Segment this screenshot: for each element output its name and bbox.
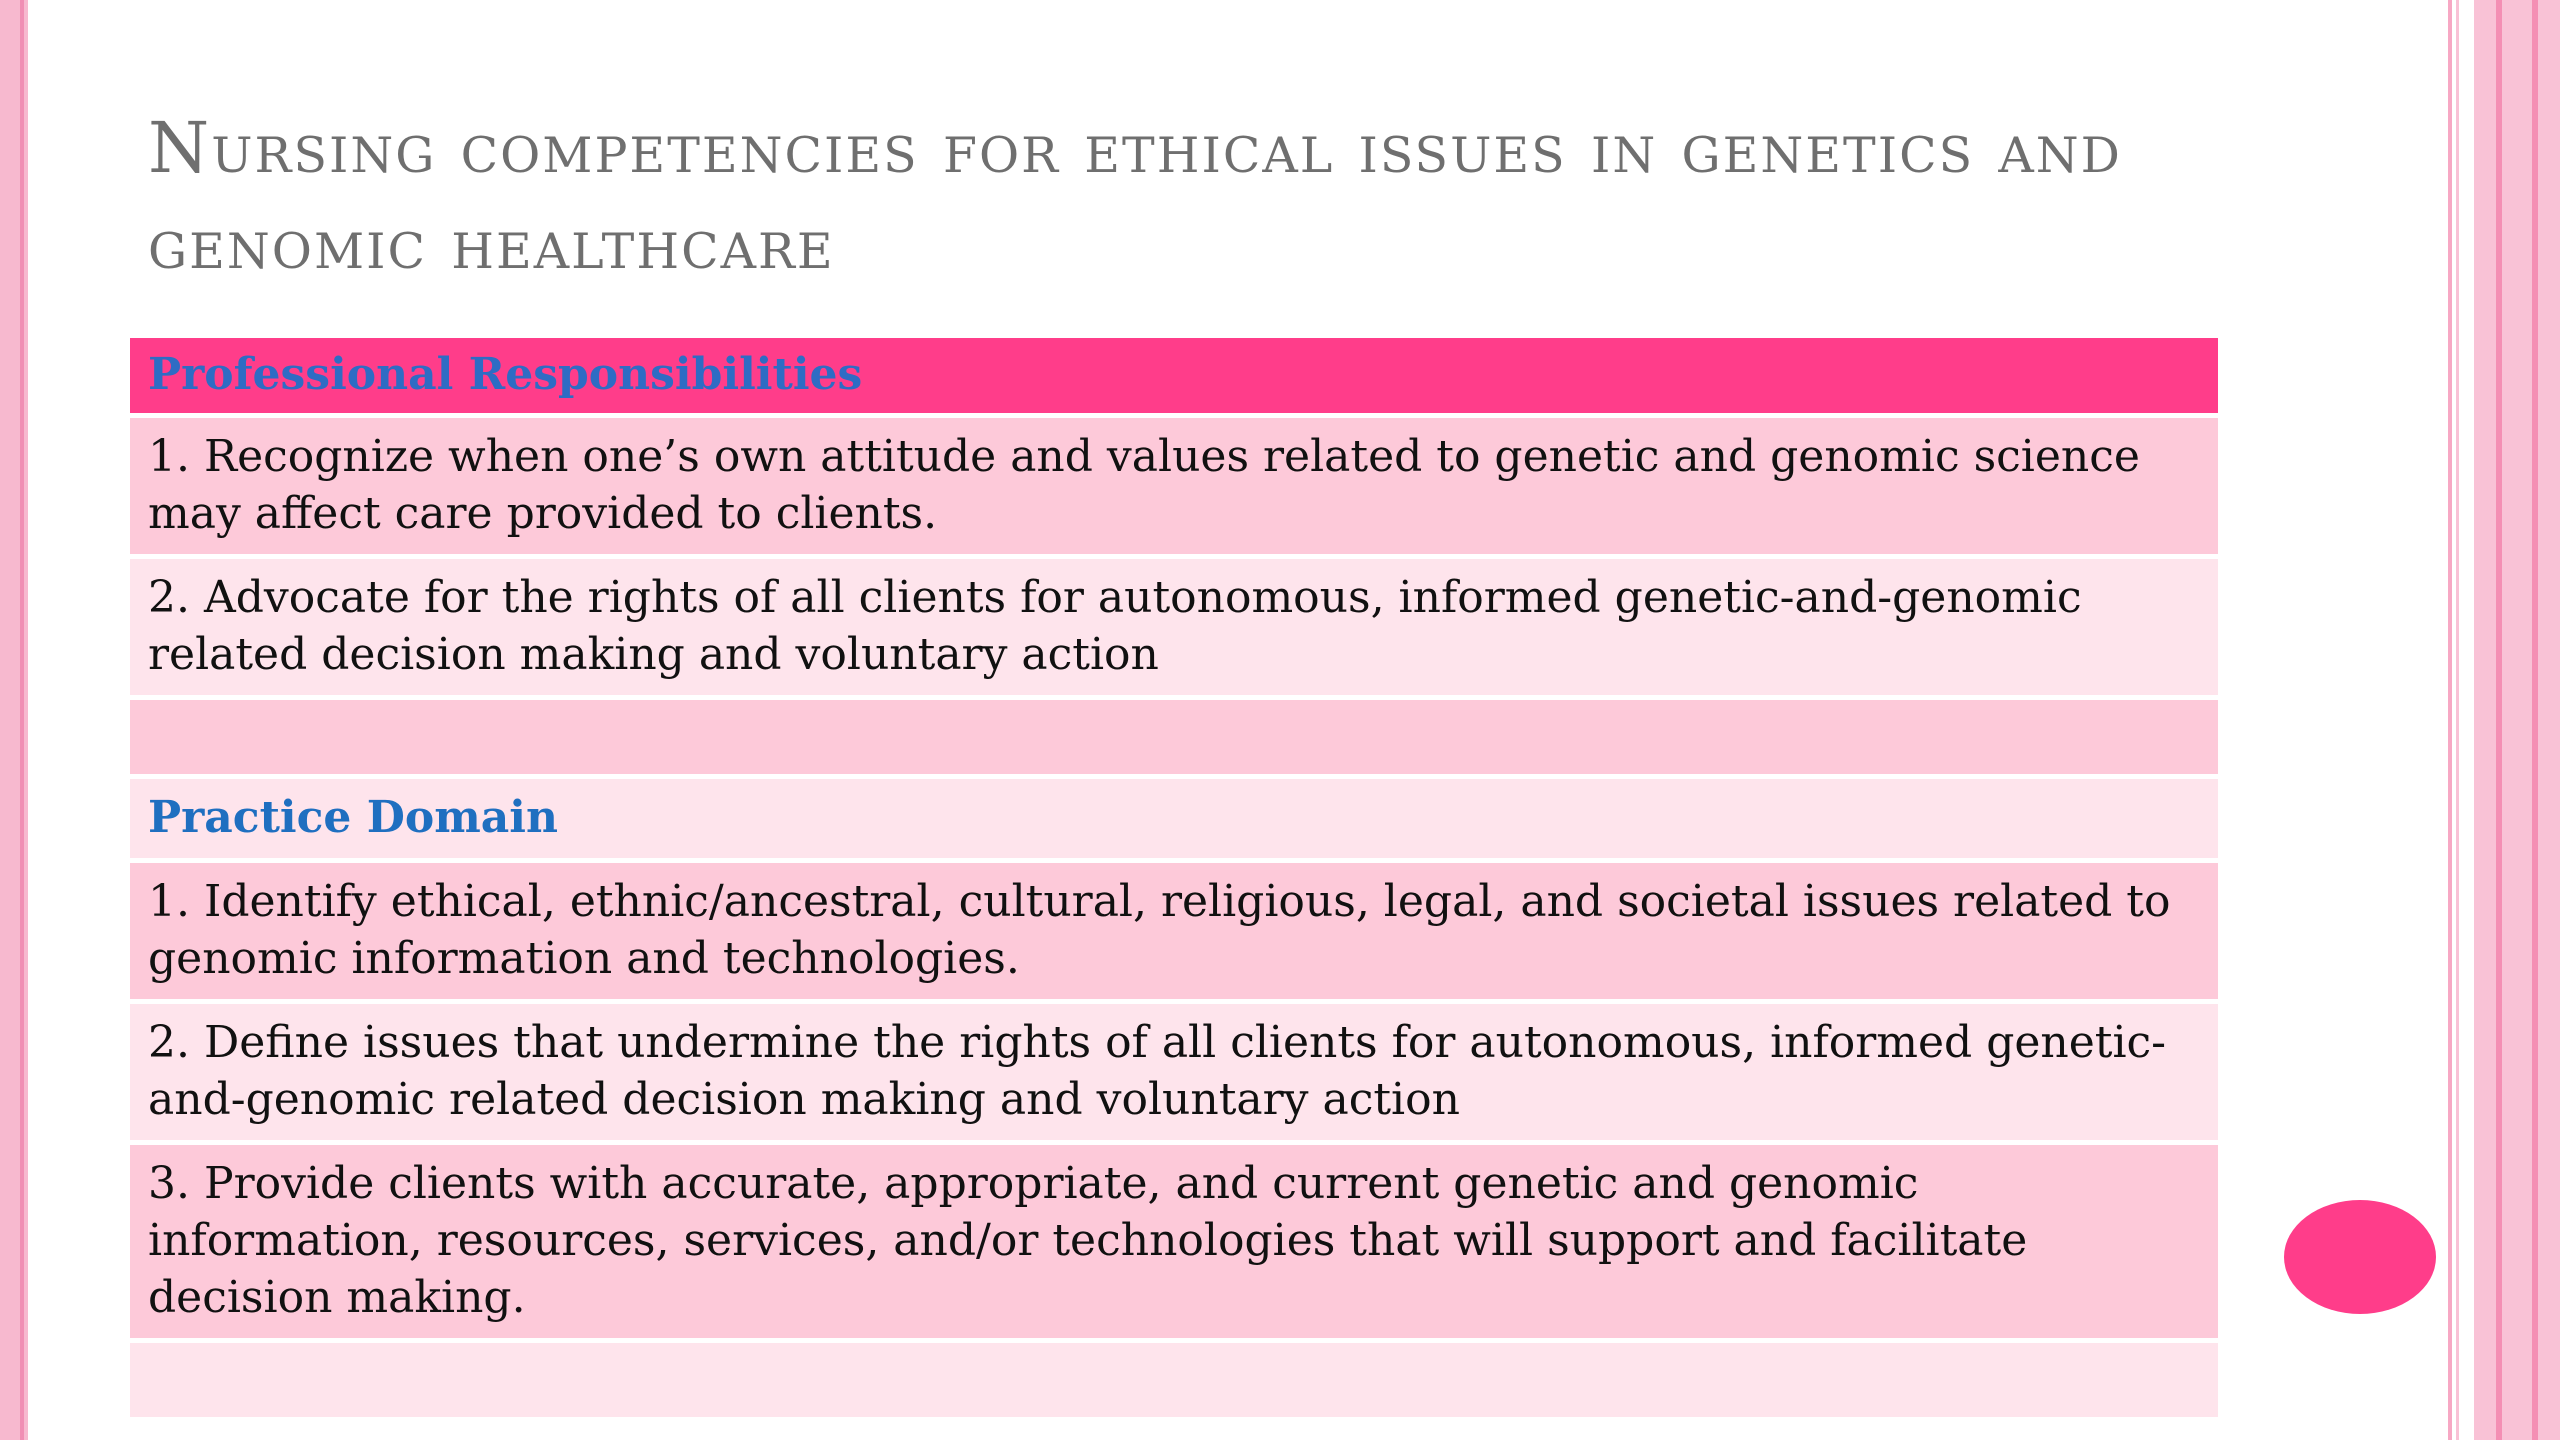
table-header-row — [130, 338, 2218, 416]
professional-responsibilities-header: Professional Responsibilities — [130, 338, 2218, 416]
left-decorative-bar-edge — [20, 0, 24, 1440]
practice-item-2: 2. Define issues that undermine the rights of all clients for autonomous, informed genetic-and-genomic related decision making and voluntary action — [130, 1002, 2218, 1143]
competencies-table — [130, 338, 2218, 1417]
right-stripe-2 — [2456, 0, 2459, 1440]
right-stripe-3 — [2474, 0, 2496, 1440]
practice-domain-heading: Practice Domain — [130, 777, 2218, 861]
practice-item-3: 3. Provide clients with accurate, appropriate, and current genetic and genomic information, resources, services, and/or technologies that will support and facilitate decision making. — [130, 1143, 2218, 1341]
right-stripe-1 — [2448, 0, 2452, 1440]
decorative-circle — [2284, 1200, 2436, 1314]
table-row-empty — [130, 1341, 2218, 1418]
table-row-empty — [130, 698, 2218, 777]
table-row — [130, 416, 2218, 557]
table-row — [130, 1143, 2218, 1341]
professional-item-1: 1. Recognize when one’s own attitude and values related to genetic and genomic science may affect care provided to clients. — [130, 416, 2218, 557]
table-row-section — [130, 777, 2218, 861]
slide-title: Nursing competencies for ethical issues in genetics and genomic healthcare — [148, 107, 2122, 285]
right-stripe-7 — [2538, 0, 2560, 1440]
practice-item-1: 1. Identify ethical, ethnic/ancestral, cultural, religious, legal, and societal issues related to genomic information and technologies. — [130, 861, 2218, 1002]
empty-cell — [130, 1341, 2218, 1418]
table-row — [130, 861, 2218, 1002]
table-row — [130, 557, 2218, 698]
empty-cell — [130, 698, 2218, 777]
table-row — [130, 1002, 2218, 1143]
right-stripe-5 — [2502, 0, 2532, 1440]
professional-item-2: 2. Advocate for the rights of all clients for autonomous, informed genetic-and-genomic related decision making and voluntary action — [130, 557, 2218, 698]
